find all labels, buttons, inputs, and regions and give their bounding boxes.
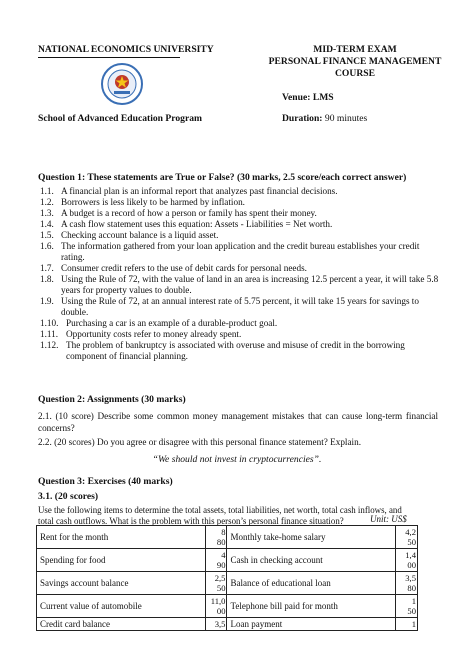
list-item <box>40 263 440 274</box>
list-item <box>40 329 440 340</box>
item-text: Opportunity costs refer to money already spent. <box>66 329 242 339</box>
item-text: A cash flow statement uses this equation: Assets - Liabilities = Net worth. <box>61 219 333 229</box>
item-label: Rent for the month <box>37 526 206 549</box>
quote: “We should not invest in cryptocurrencies”. <box>152 454 322 465</box>
question-2-1: 2.1. (10 score) Describe some common money management mistakes that can cause long-term financial concerns? <box>38 411 438 433</box>
list-item <box>40 208 440 219</box>
item-number: 1.3. <box>40 208 54 218</box>
exam-title <box>255 44 455 80</box>
item-value: 2,5 50 <box>205 572 227 595</box>
question-3-intro: Use the following items to determine the total assets, total liabilities, net worth, total cash inflows, and total cash outflows. What is the problem with this person’s personal finance situation? <box>38 505 402 526</box>
item-label: Monthly take-home salary <box>227 526 396 549</box>
exam-title-line1: MID-TERM EXAM <box>313 44 397 55</box>
university-name: NATIONAL ECONOMICS UNIVERSITY <box>38 44 214 55</box>
item-label: Telephone bill paid for month <box>227 595 396 618</box>
table-row <box>37 618 418 631</box>
exercise-table <box>36 525 418 631</box>
item-text: Using the Rule of 72, with the value of land in an area is increasing 12.5 percent a year, it will take 5.8 years for property values to double. <box>61 274 439 295</box>
table-row <box>37 526 418 549</box>
item-value: 1 50 <box>396 595 418 618</box>
question-2-2: 2.2. (20 scores) Do you agree or disagree with this personal finance statement? Explain. <box>38 437 361 447</box>
question-3-1-title: 3.1. (20 scores) <box>38 491 99 502</box>
duration <box>282 113 367 124</box>
list-item <box>40 230 440 241</box>
item-value: 3,5 <box>205 618 227 631</box>
item-label: Credit card balance <box>37 618 206 631</box>
question-3-title: Question 3: Exercises (40 marks) <box>38 476 173 487</box>
item-value: 4 90 <box>205 549 227 572</box>
list-item <box>40 296 440 318</box>
item-number: 1.8. <box>40 274 54 284</box>
item-label: Current value of automobile <box>37 595 206 618</box>
item-number: 1.1. <box>40 186 54 196</box>
table-row <box>37 549 418 572</box>
item-label: Balance of educational loan <box>227 572 396 595</box>
list-item <box>40 186 440 197</box>
item-value: 1,4 00 <box>396 549 418 572</box>
list-item <box>40 274 440 296</box>
university-logo <box>100 62 144 106</box>
item-text: The information gathered from your loan application and the credit bureau establishes your credit rating. <box>61 241 420 262</box>
university-underline <box>38 57 180 58</box>
question-1-list <box>40 186 440 362</box>
list-item <box>40 340 440 362</box>
item-value: 1 <box>396 618 418 631</box>
duration-label: Duration: <box>282 113 323 124</box>
item-number: 1.9. <box>40 296 54 306</box>
item-text: The problem of bankruptcy is associated with overuse and misuse of credit in the borrowing component of financial planning. <box>66 340 405 361</box>
item-number: 1.4. <box>40 219 54 229</box>
table-row <box>37 595 418 618</box>
item-label: Cash in checking account <box>227 549 396 572</box>
item-text: Checking account balance is a liquid asset. <box>61 230 219 240</box>
list-item <box>40 197 440 208</box>
list-item <box>40 219 440 230</box>
item-label: Spending for food <box>37 549 206 572</box>
item-number: 1.2. <box>40 197 54 207</box>
exam-title-line2: PERSONAL FINANCE MANAGEMENT <box>268 56 442 67</box>
item-number: 1.5. <box>40 230 54 240</box>
question-2-title: Question 2: Assignments (30 marks) <box>38 394 186 405</box>
table-row <box>37 572 418 595</box>
item-number: 1.11. <box>40 329 59 339</box>
item-text: A financial plan is an informal report that analyzes past financial decisions. <box>61 186 338 196</box>
item-text: Borrowers is less likely to be harmed by inflation. <box>61 197 245 207</box>
duration-value: 90 minutes <box>324 113 368 124</box>
item-number: 1.7. <box>40 263 54 273</box>
item-label: Savings account balance <box>37 572 206 595</box>
item-text: Consumer credit refers to the use of debit cards for personal needs. <box>61 263 307 273</box>
venue-label: Venue: <box>282 92 311 103</box>
item-number: 1.6. <box>40 241 54 251</box>
item-value: 8 80 <box>205 526 227 549</box>
item-value: 3,5 80 <box>396 572 418 595</box>
venue <box>282 92 334 103</box>
school-name: School of Advanced Education Program <box>38 113 202 124</box>
item-text: Using the Rule of 72, at an annual interest rate of 5.75 percent, it will take 15 years for savings to double. <box>61 296 419 317</box>
question-1-title: Question 1: These statements are True or False? (30 marks, 2.5 score/each correct answer) <box>38 172 407 183</box>
item-value: 11,0 00 <box>205 595 227 618</box>
list-item <box>40 318 440 329</box>
exam-title-line3: COURSE <box>335 68 375 79</box>
item-value: 4,2 50 <box>396 526 418 549</box>
item-number: 1.10. <box>40 318 59 328</box>
item-text: Purchasing a car is an example of a durable-product goal. <box>66 318 278 328</box>
venue-value: LMS <box>312 92 334 103</box>
item-number: 1.12. <box>40 340 59 350</box>
unit-label: Unit: US$ <box>370 514 407 524</box>
list-item <box>40 241 440 263</box>
item-text: A budget is a record of how a person or family has spent their money. <box>61 208 317 218</box>
item-label: Loan payment <box>227 618 396 631</box>
